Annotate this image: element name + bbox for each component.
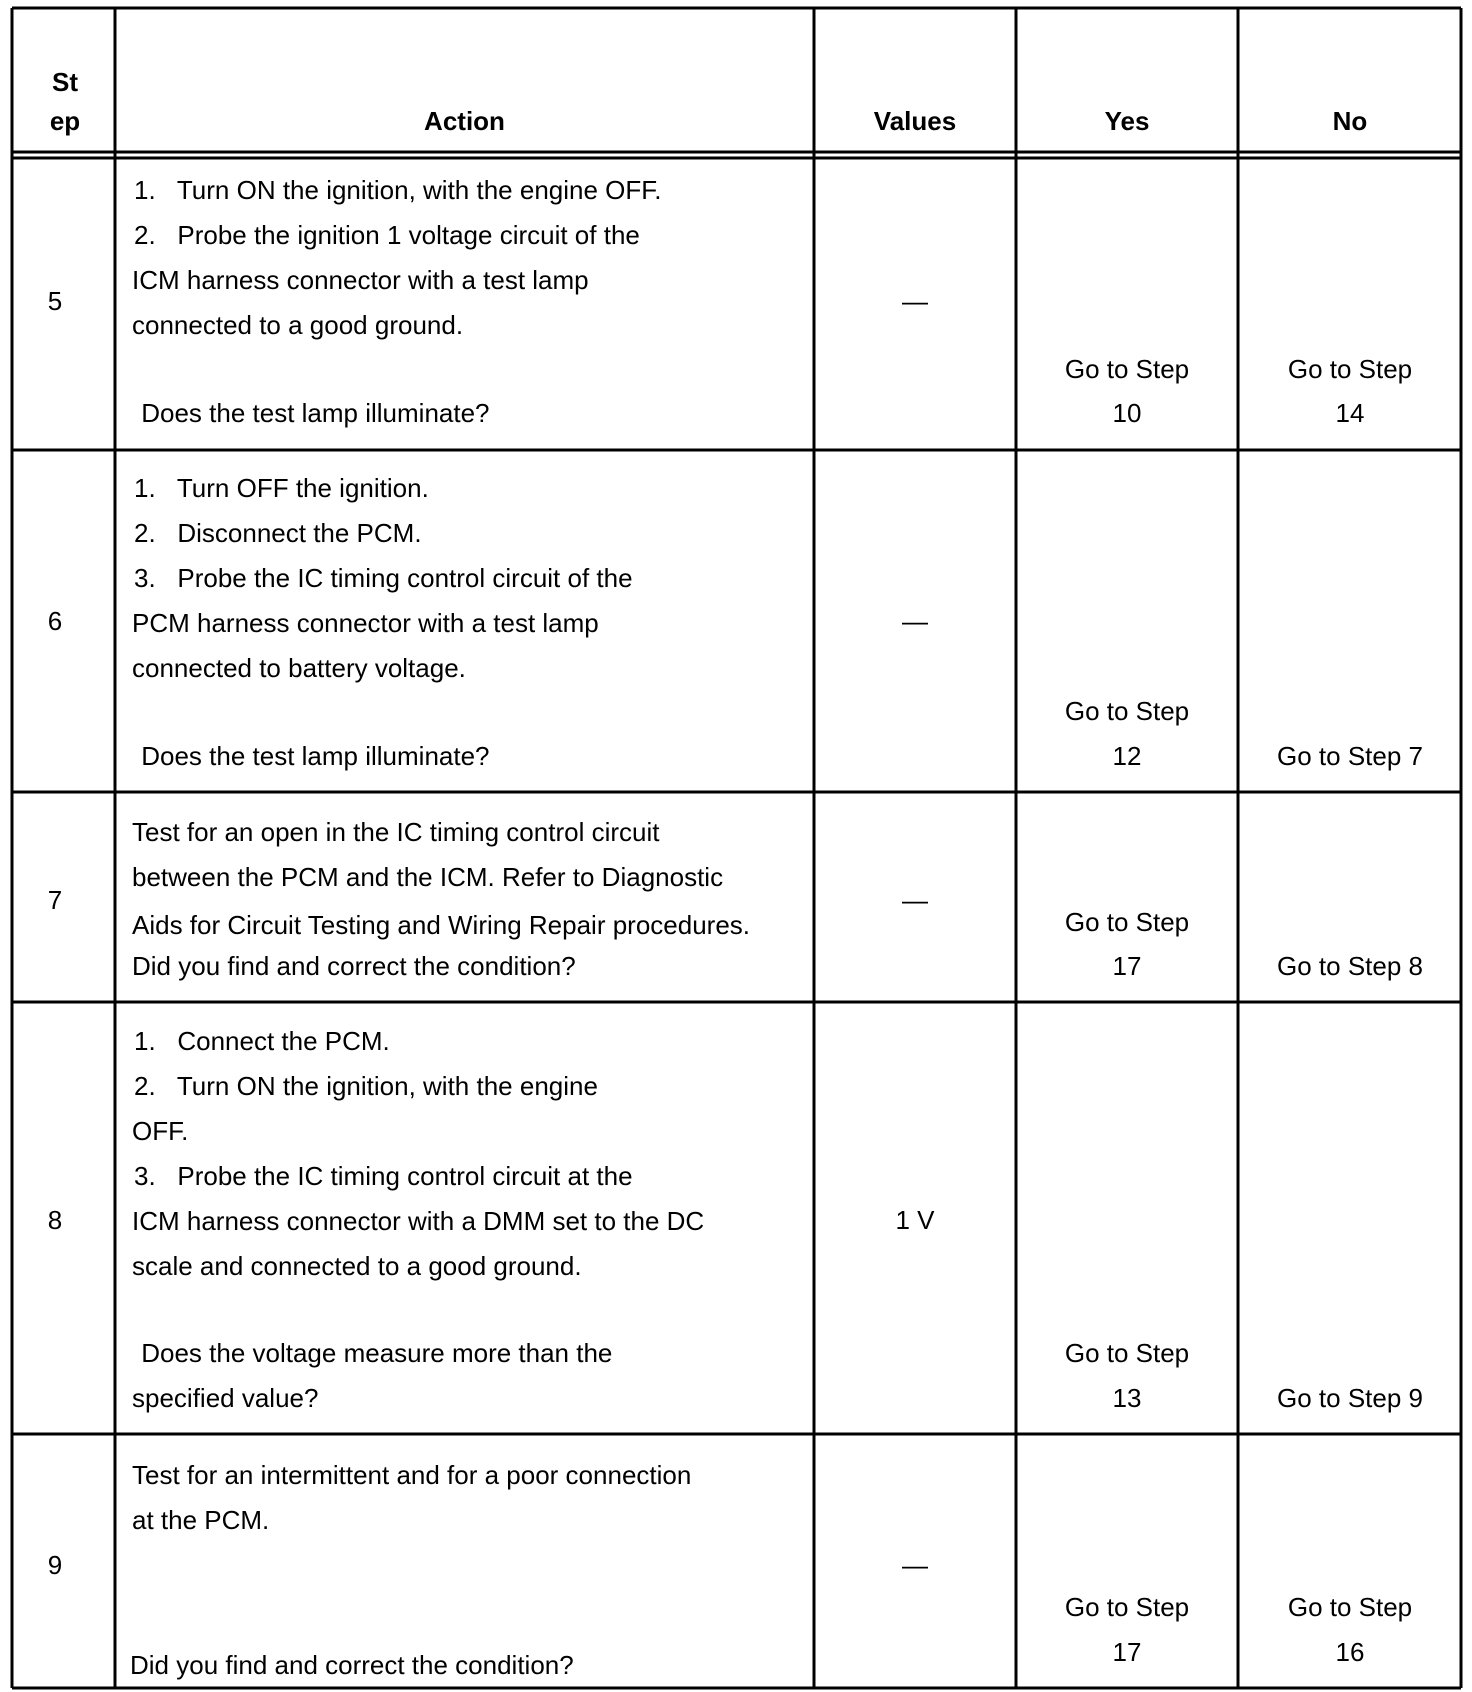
value-cell: 1 V [895, 1205, 935, 1235]
header-no: No [1332, 106, 1368, 136]
action-line: 3. Probe the IC timing control circuit of the [134, 563, 633, 593]
step-number: 6 [47, 606, 63, 636]
yes-go-to-step: Go to Step [1064, 1592, 1190, 1622]
action-line: 1. Connect the PCM. [134, 1026, 390, 1056]
action-line: ICM harness connector with a test lamp [132, 265, 589, 295]
action-line: Does the test lamp illuminate? [134, 398, 490, 428]
yes-step-number: 17 [1112, 1637, 1142, 1667]
no-go-to-step: Go to Step [1287, 354, 1413, 384]
action-line: at the PCM. [132, 1505, 270, 1535]
value-cell: — [902, 885, 928, 915]
action-line: Test for an intermittent and for a poor connection [132, 1460, 692, 1490]
action-line: 2. Disconnect the PCM. [134, 518, 422, 548]
header-step-line2: ep [49, 106, 81, 136]
action-line: 1. Turn ON the ignition, with the engine OFF. [134, 175, 662, 205]
action-line: specified value? [132, 1383, 319, 1413]
yes-go-to-step: Go to Step [1064, 354, 1190, 384]
yes-step-number: 17 [1112, 951, 1142, 981]
action-line: Test for an open in the IC timing control circuit [132, 817, 660, 847]
no-go-to-step: Go to Step 8 [1277, 951, 1423, 981]
step-number: 5 [47, 286, 63, 316]
action-line: ICM harness connector with a DMM set to the DC [132, 1206, 705, 1236]
value-cell: — [902, 1550, 928, 1580]
action-line: Aids for Circuit Testing and Wiring Repair procedures. [132, 910, 751, 940]
action-line: Does the voltage measure more than the [134, 1338, 613, 1368]
action-line: 2. Turn ON the ignition, with the engine [134, 1071, 598, 1101]
step-number: 8 [47, 1205, 63, 1235]
step-number: 9 [47, 1550, 63, 1580]
no-step-number: 16 [1335, 1637, 1365, 1667]
action-line: Does the test lamp illuminate? [134, 741, 490, 771]
action-line: connected to a good ground. [132, 310, 464, 340]
step-number: 7 [47, 885, 63, 915]
yes-step-number: 10 [1112, 398, 1142, 428]
action-line: PCM harness connector with a test lamp [132, 608, 599, 638]
action-line: between the PCM and the ICM. Refer to Diagnostic [132, 862, 724, 892]
value-cell: — [902, 606, 928, 636]
yes-go-to-step: Go to Step [1064, 1338, 1190, 1368]
yes-step-number: 12 [1112, 741, 1142, 771]
action-line: connected to battery voltage. [132, 653, 466, 683]
yes-go-to-step: Go to Step [1064, 907, 1190, 937]
header-yes: Yes [1104, 106, 1150, 136]
yes-go-to-step: Go to Step [1064, 696, 1190, 726]
action-line: 1. Turn OFF the ignition. [134, 473, 429, 503]
action-line: Did you find and correct the condition? [132, 951, 576, 981]
action-line: OFF. [132, 1116, 189, 1146]
no-step-number: 14 [1335, 398, 1365, 428]
header-action: Action [424, 106, 505, 136]
no-go-to-step: Go to Step 7 [1277, 741, 1423, 771]
action-line: Did you find and correct the condition? [130, 1650, 574, 1680]
header-step-line1: St [52, 67, 78, 97]
no-go-to-step: Go to Step [1287, 1592, 1413, 1622]
header-values: Values [873, 106, 957, 136]
value-cell: — [902, 286, 928, 316]
yes-step-number: 13 [1112, 1383, 1142, 1413]
action-line: scale and connected to a good ground. [132, 1251, 582, 1281]
action-line: 3. Probe the IC timing control circuit at the [134, 1161, 633, 1191]
no-go-to-step: Go to Step 9 [1277, 1383, 1423, 1413]
action-line: 2. Probe the ignition 1 voltage circuit of the [134, 220, 640, 250]
